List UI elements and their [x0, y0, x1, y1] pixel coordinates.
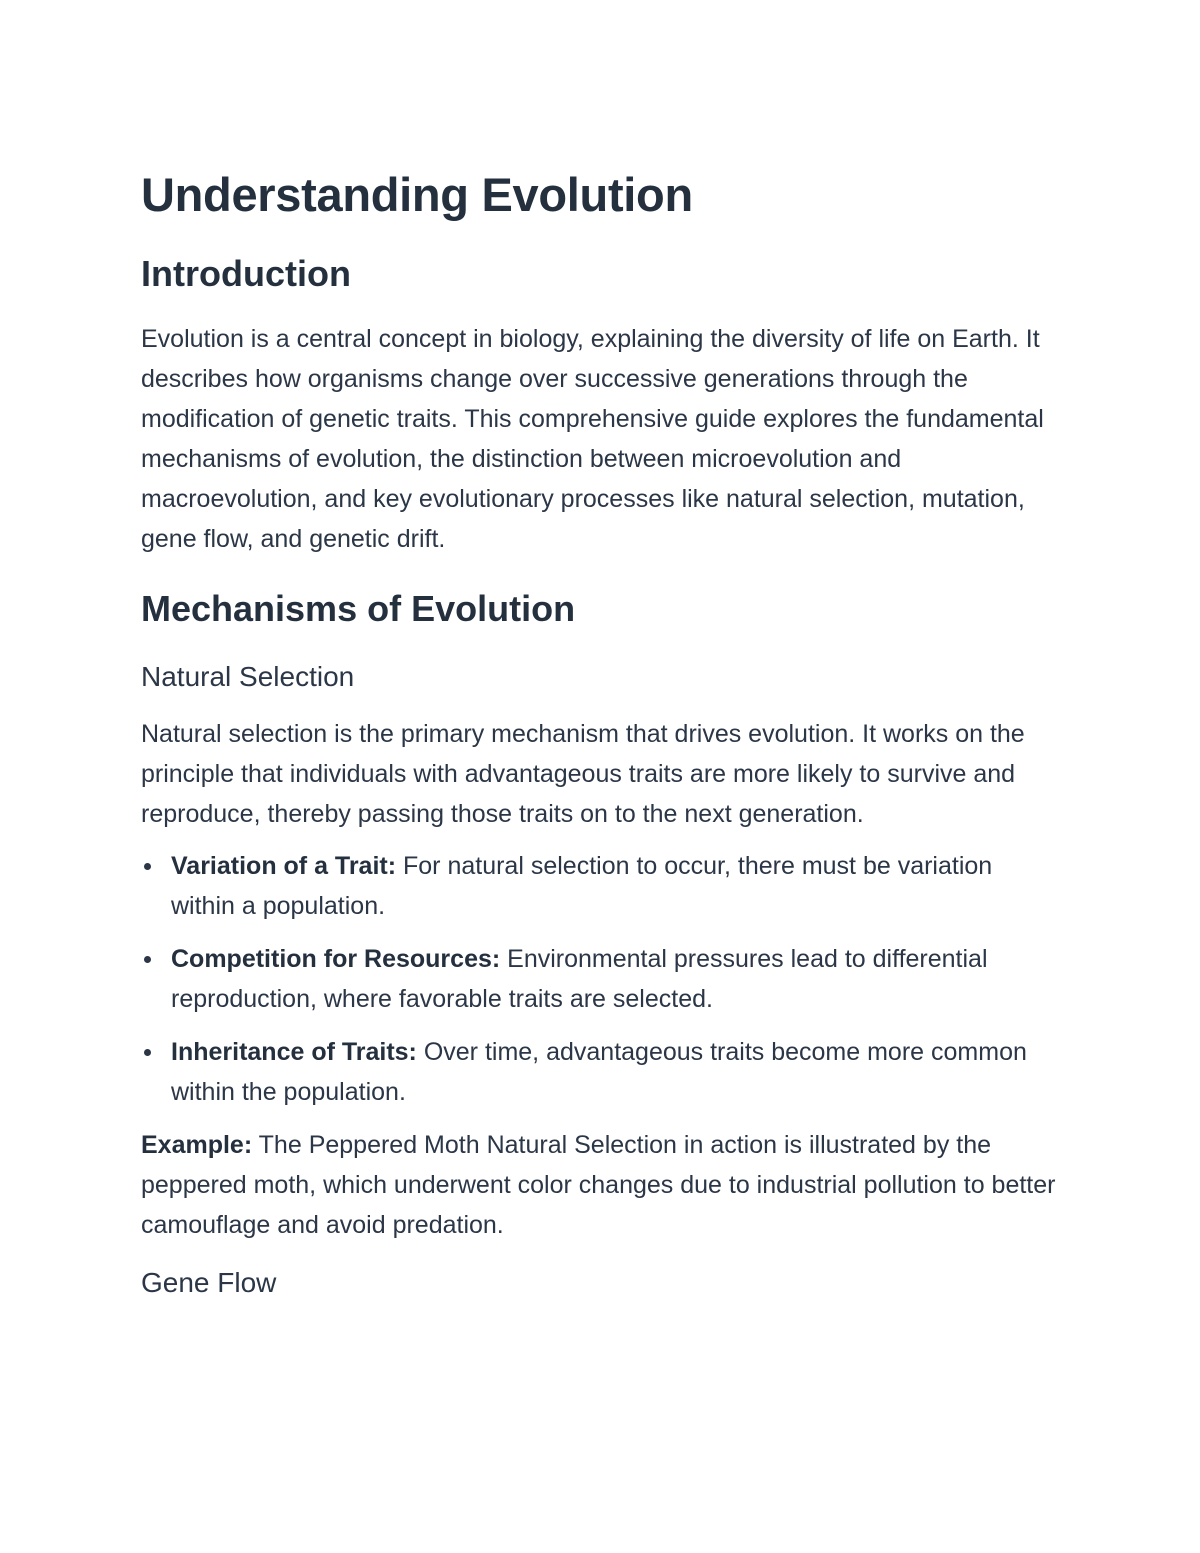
example-paragraph — [141, 1125, 1061, 1245]
list-item — [141, 939, 1061, 1019]
mechanisms-heading: Mechanisms of Evolution — [141, 588, 576, 629]
example-label: Example: — [141, 1131, 253, 1159]
document-page — [141, 160, 1061, 1303]
example-text: The Peppered Moth Natural Selection in action is illustrated by the peppered moth, which underwent color changes due to industrial pollution to better camouflage and avoid predation. — [141, 1131, 1056, 1239]
introduction-paragraph: Evolution is a central concept in biology, explaining the diversity of life on Earth. It describes how organisms change over successive generations through the modification of genetic traits. This comprehensive guide explores the fundamental mechanisms of evolution, the distinction between microevolution and macroevolution, and key evolutionary processes like natural selection, mutation, gene flow, and genetic drift. — [141, 325, 1044, 553]
bullet-icon — [144, 863, 151, 870]
list-item-term: Inheritance of Traits: — [171, 1038, 417, 1066]
bullet-icon — [144, 1049, 151, 1056]
list-item-text: Environmental pressures lead to differential reproduction, where favorable traits are selected. — [171, 945, 988, 1013]
list-item-text: Over time, advantageous traits become more common within the population. — [171, 1038, 1027, 1106]
list-item-term: Variation of a Trait: — [171, 852, 397, 880]
bullet-icon — [144, 956, 151, 963]
list-item — [141, 846, 1061, 926]
introduction-heading: Introduction — [141, 253, 351, 294]
gene-flow-heading: Gene Flow — [141, 1267, 277, 1298]
natural-selection-list — [141, 846, 1061, 1112]
document-title: Understanding Evolution — [141, 168, 693, 221]
natural-selection-heading: Natural Selection — [141, 661, 355, 692]
list-item-term: Competition for Resources: — [171, 945, 501, 973]
natural-selection-paragraph: Natural selection is the primary mechanism that drives evolution. It works on the principle that individuals with advantageous traits are more likely to survive and reproduce, thereby passing those traits on to the next generation. — [141, 720, 1025, 828]
list-item — [141, 1032, 1061, 1112]
list-item-text: For natural selection to occur, there must be variation within a population. — [171, 852, 993, 920]
